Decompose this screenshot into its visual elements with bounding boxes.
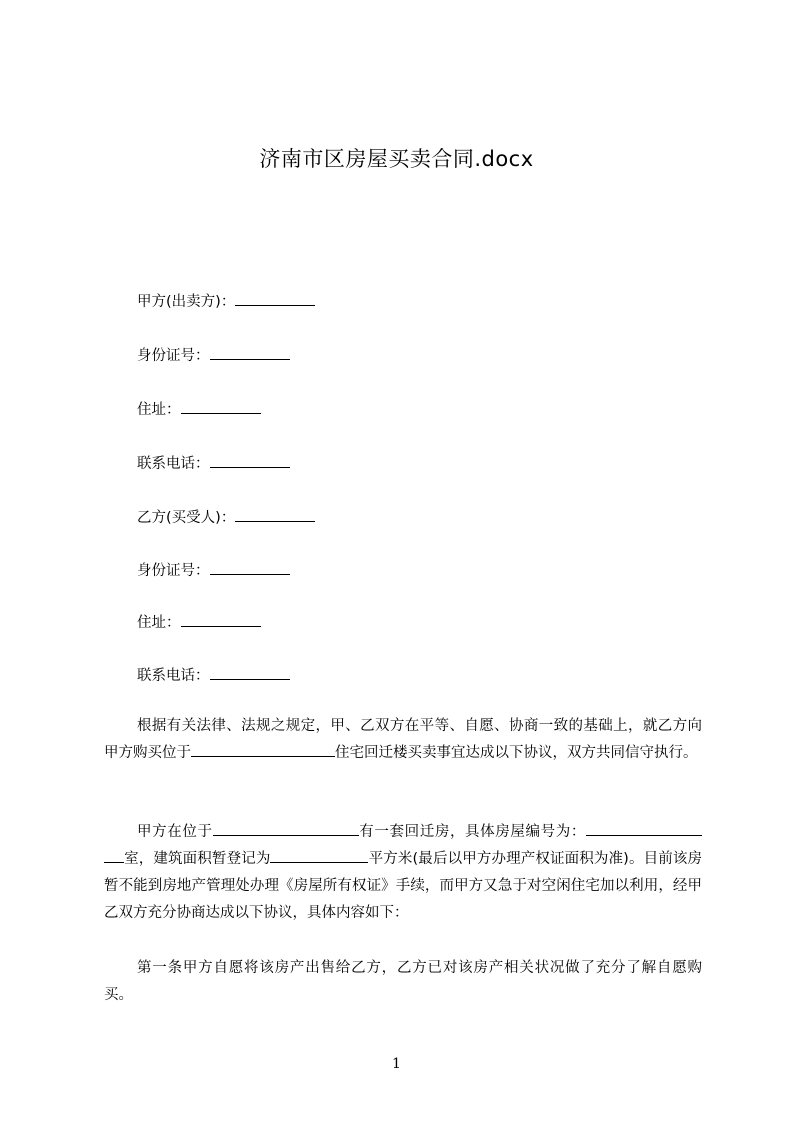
party-a-name-blank <box>235 292 315 306</box>
party-a-phone-blank <box>210 454 290 468</box>
party-b-label: 乙方(买受人)： <box>137 510 236 526</box>
party-a-label: 甲方(出卖方)： <box>137 294 236 310</box>
paragraph-property-part1: 甲方在位于 <box>137 824 213 840</box>
party-b-id-field <box>137 561 290 580</box>
party-b-id-label: 身份证号： <box>137 563 210 579</box>
party-b-address-field <box>137 613 261 632</box>
paragraph-property-part4: 平方米(最后以甲方办理产权证面积为准)。目前该房暂不能到房地产管理处办理《房屋所有权证》手续，而甲方又急于对空闲住宅加以利用，经甲乙双方充分协商达成以下协议，具体内容如下： <box>104 851 703 921</box>
party-a-id-field <box>137 346 290 365</box>
party-a-phone-label: 联系电话： <box>137 456 210 472</box>
party-b-name-blank <box>235 508 315 522</box>
document-title: 济南市区房屋买卖合同.docx <box>259 147 534 171</box>
party-a-id-blank <box>210 346 290 360</box>
party-a-address-field <box>137 400 261 419</box>
paragraph-purchase <box>104 713 702 767</box>
party-b-address-blank <box>181 613 261 627</box>
paragraph-article-1 <box>104 955 702 1009</box>
area-blank <box>270 849 368 863</box>
party-b-phone-label: 联系电话： <box>137 668 210 684</box>
party-b-phone-field <box>137 666 290 685</box>
party-a-name-field <box>137 292 315 311</box>
party-a-address-blank <box>181 400 261 414</box>
paragraph-property-part3: 室，建筑面积暂登记为 <box>124 851 271 867</box>
house-number-blank-cont <box>104 849 124 863</box>
house-number-blank <box>586 822 702 836</box>
party-b-address-label: 住址： <box>137 615 181 631</box>
party-b-name-field <box>137 508 315 527</box>
paragraph-property-part2: 有一套回迁房，具体房屋编号为： <box>358 824 587 840</box>
property-address-blank <box>213 822 359 836</box>
page-number: 1 <box>392 1056 401 1072</box>
party-a-address-label: 住址： <box>137 402 181 418</box>
party-a-id-label: 身份证号： <box>137 348 210 364</box>
party-a-phone-field <box>137 454 290 473</box>
party-b-id-blank <box>210 561 290 575</box>
paragraph-property <box>104 819 702 927</box>
paragraph-purchase-part1: 根据有关法律、法规之规定，甲、乙双方在平等、自愿、协商一致的基础上，就乙方向甲方购买位于 <box>104 718 702 761</box>
party-b-phone-blank <box>210 666 290 680</box>
paragraph-purchase-part2: 住宅回迁楼买卖事宜达成以下协议，双方共同信守执行。 <box>335 745 698 761</box>
article-1-text: 第一条甲方自愿将该房产出售给乙方，乙方已对该房产相关状况做了充分了解自愿购买。 <box>104 960 702 1003</box>
property-location-blank <box>191 743 335 757</box>
